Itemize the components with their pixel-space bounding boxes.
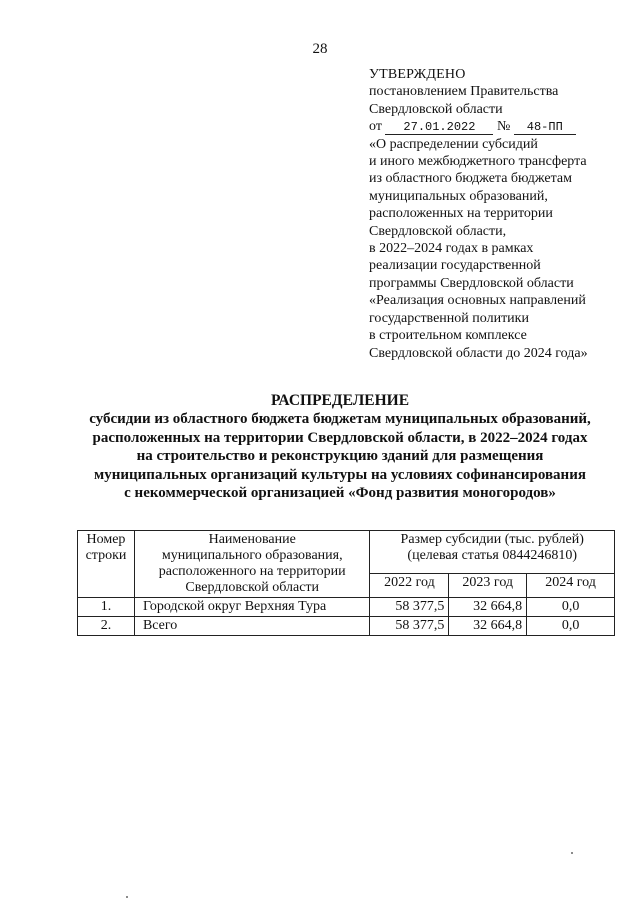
header-text: Наименование <box>208 532 296 547</box>
row-value-2024: 0,0 <box>527 598 615 617</box>
approval-line: «Реализация основных направлений <box>369 293 586 309</box>
heading-line: субсидии из областного бюджета бюджетам муниципальных образований, <box>89 411 591 428</box>
header-text: (целевая статья 0844246810) <box>407 548 578 563</box>
row-value-2023: 32 664,8 <box>449 598 527 617</box>
approval-date: 27.01.2022 <box>385 121 493 135</box>
header-municipality <box>134 531 370 598</box>
approval-line: постановлением Правительства <box>369 84 559 100</box>
approval-block <box>369 66 634 362</box>
document-title: РАСПРЕДЕЛЕНИЕ <box>270 392 410 409</box>
approval-line: из областного бюджета бюджетам <box>369 171 572 187</box>
header-text: Размер субсидии (тыс. рублей) <box>400 532 584 547</box>
heading-line: на строительство и реконструкцию зданий для размещения <box>136 448 544 465</box>
row-number: 2. <box>78 617 135 636</box>
header-year-2023: 2023 год <box>449 574 527 598</box>
approval-line: Свердловской области <box>369 101 503 117</box>
approval-line: реализации государственной <box>369 258 541 274</box>
header-text: Свердловской области <box>185 580 320 595</box>
approval-line: и иного межбюджетного трансферта <box>369 154 587 170</box>
row-number: 1. <box>78 598 135 617</box>
approval-number: 48-ПП <box>514 121 576 135</box>
row-municipality: Всего <box>134 617 370 636</box>
header-year-2024: 2024 год <box>527 574 615 598</box>
subsidy-table <box>77 530 615 636</box>
header-text: расположенного на территории <box>158 564 346 579</box>
date-prefix: от <box>369 119 382 135</box>
approval-line: в строительном комплексе <box>369 328 527 344</box>
approval-line: государственной политики <box>369 310 529 326</box>
row-value-2023: 32 664,8 <box>449 617 527 636</box>
header-text: строки <box>85 548 127 563</box>
header-text: Номер <box>86 532 126 547</box>
scan-speck <box>126 896 128 898</box>
approval-line: программы Свердловской области <box>369 275 574 291</box>
row-value-2024: 0,0 <box>527 617 615 636</box>
approval-date-line <box>369 118 634 135</box>
row-value-2022: 58 377,5 <box>370 617 449 636</box>
page-number: 28 <box>312 41 328 57</box>
approval-line: Свердловской области, <box>369 223 507 239</box>
heading-line: муниципальных организаций культуры на условиях софинансирования <box>94 466 586 483</box>
table-header-row <box>78 531 615 574</box>
scan-speck <box>571 852 573 854</box>
header-row-number <box>78 531 135 598</box>
approval-line: в 2022–2024 годах в рамках <box>369 241 534 257</box>
heading-line: расположенных на территории Свердловской области, в 2022–2024 годах <box>92 429 588 446</box>
table-row <box>78 617 615 636</box>
heading-line: с некоммерческой организацией «Фонд развития моногородов» <box>124 485 556 502</box>
header-subsidy-amount <box>370 531 615 574</box>
approval-line: «О распределении субсидий <box>369 136 538 152</box>
row-municipality: Городской округ Верхняя Тура <box>134 598 370 617</box>
header-text: муниципального образования, <box>161 548 343 563</box>
approval-line: муниципальных образований, <box>369 188 548 204</box>
header-year-2022: 2022 год <box>370 574 449 598</box>
approval-heading: УТВЕРЖДЕНО <box>369 67 466 82</box>
approval-line: расположенных на территории <box>369 206 553 222</box>
table-row <box>78 598 615 617</box>
approval-line: Свердловской области до 2024 года» <box>369 345 588 361</box>
document-heading <box>0 392 640 502</box>
number-prefix: № <box>496 119 511 135</box>
row-value-2022: 58 377,5 <box>370 598 449 617</box>
